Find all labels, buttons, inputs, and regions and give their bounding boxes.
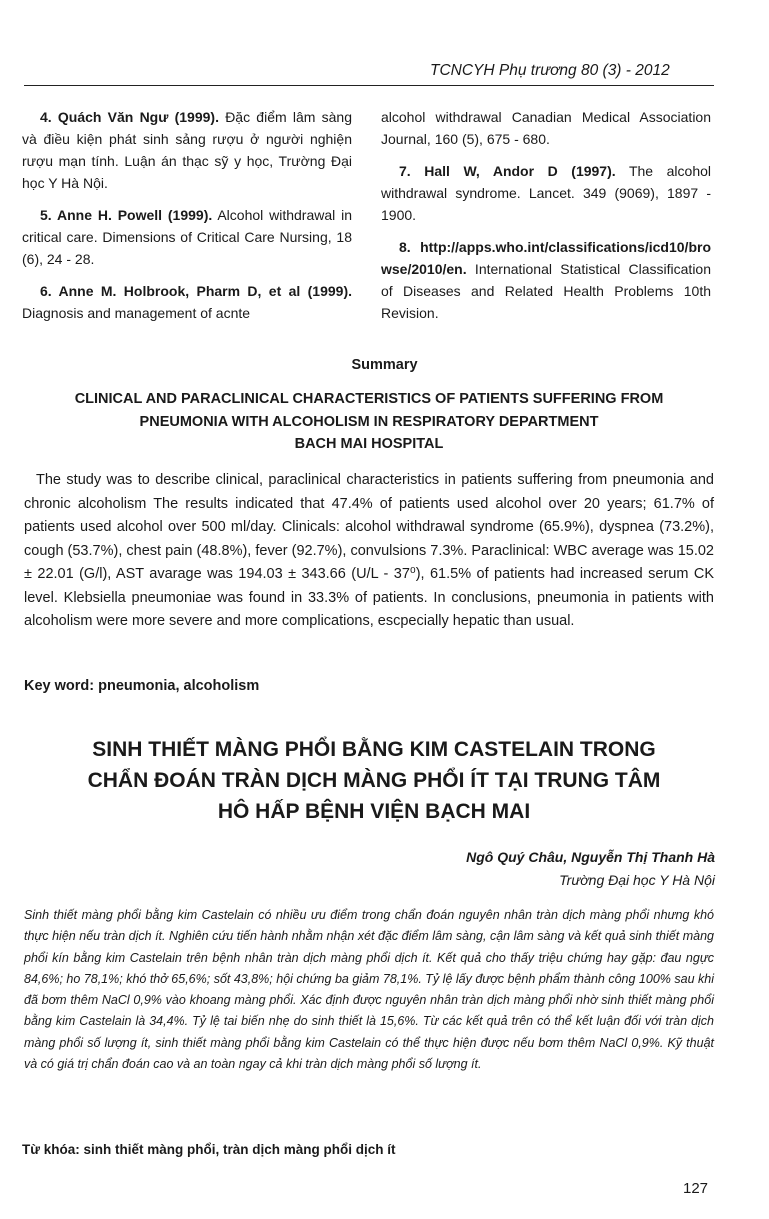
summary-heading: Summary: [351, 357, 418, 373]
reference-text: Alcohol withdrawal in critical care. Dimensions of Critical Care Nursing, 18 (6), 24 - 28.: [22, 207, 352, 267]
reference-7: [381, 160, 711, 226]
english-abstract: The study was to describe clinical, paraclinical characteristics in patients suffering from pneumonia and chronic alcoholism The results indicated that 47.4% of patients used alcohol over 20 years; 61.7% of patients used alcohol over 500 ml/day. Clinicals: alcohol withdrawal syndrome (65.9%), dyspnea (73.2%), cough (53.7%), chest pain (48.8%), fever (92.7%), convulsions 7.3%. Paraclinical: WBC average was 15.02 ± 22.01 (G/l), AST avarage was 194.03 ± 343.66 (U/L - 37⁰), 61.5% of patients had increased serum CK level. Klebsiella pneumoniae was found in 33.3% of patients. In conclusions, pneumonia in patients with alcoholism were more severe and more complications, escpecially hepatic than usual.: [24, 472, 714, 629]
reference-6-continued: [381, 106, 711, 150]
reference-authors: 6. Anne M. Holbrook, Pharm D, et al (1999).: [40, 283, 352, 299]
reference-8: [381, 236, 711, 324]
reference-url: 8. http://apps.who.int/classifications/icd10/browse/2010/en.: [381, 239, 711, 277]
reference-6: [22, 280, 352, 324]
reference-text: International Statistical Classification of Diseases and Related Health Problems 10th Revision.: [381, 261, 711, 321]
english-title-line: CLINICAL AND PARACLINICAL CHARACTERISTICS OF PATIENTS SUFFERING FROM: [74, 391, 664, 407]
english-keywords: Key word: pneumonia, alcoholism: [24, 678, 260, 694]
journal-header: TCNCYH Phụ trương 80 (3) - 2012: [430, 62, 670, 79]
article-keywords: Từ khóa: sinh thiết màng phổi, tràn dịch màng phổi dịch ít: [22, 1142, 396, 1157]
english-title-line: PNEUMONIA WITH ALCOHOLISM IN RESPIRATORY DEPARTMENT: [139, 413, 599, 430]
article-title-line: CHẨN ĐOÁN TRÀN DỊCH MÀNG PHỔI ÍT TẠI TRUNG TÂM: [87, 769, 661, 792]
article-title: [24, 734, 724, 827]
english-title: [24, 388, 714, 456]
article-affiliation: Trường Đại học Y Hà Nội: [559, 872, 715, 888]
reference-text: alcohol withdrawal Canadian Medical Association Journal, 160 (5), 675 - 680.: [381, 109, 711, 147]
reference-4: [22, 106, 352, 194]
reference-5: [22, 204, 352, 270]
article-title-line: SINH THIẾT MÀNG PHỔI BẰNG KIM CASTELAIN TRONG: [92, 738, 656, 761]
reference-text: Diagnosis and management of acnte: [22, 305, 251, 321]
reference-text: Đặc điểm lâm sàng và điều kiện phát sinh sảng rượu ở người nghiện rượu mạn tính. Luận án thạc sỹ y học, Trường Đại học Y Hà Nội.: [22, 109, 353, 191]
references-left-column: [22, 106, 352, 334]
header-divider: [24, 85, 714, 86]
page-number: 127: [683, 1180, 709, 1197]
article-authors: Ngô Quý Châu, Nguyễn Thị Thanh Hà: [466, 849, 715, 865]
article-title-line: HÔ HẤP BỆNH VIỆN BẠCH MAI: [217, 800, 531, 823]
reference-text: The alcohol withdrawal syndrome. Lancet. 349 (9069), 1897 - 1900.: [381, 163, 712, 223]
reference-authors: 4. Quách Văn Ngư (1999).: [40, 109, 219, 125]
article-abstract: Sinh thiết màng phổi bằng kim Castelain có nhiều ưu điểm trong chẩn đoán nguyên nhân tràn dịch màng phổi nhưng khó thực hiện nếu tràn dịch ít. Nghiên cứu tiến hành nhằm nhận xét đặc điểm lâm sàng, cận lâm sàng và kết quả sinh thiết màng phổi kín bằng kim Castelain trên bệnh nhân tràn dịch màng phổi dịch ít. Kết quả cho thấy triệu chứng hay gặp: đau ngực 84,6%; ho 78,1%; khó thở 65,6%; sốt 43,8%; hội chứng ba giảm 78,1%. Tỷ lệ lấy được bệnh phẩm thành công 100% sau khi đã bơm thêm NaCl 0,9% vào khoang màng phổi. Xác định được nguyên nhân tràn dịch màng phổi nhờ sinh thiết màng phổi bằng kim Castelain là 34,4%. Tỷ lệ tai biến nhẹ do sinh thiết là 15,6%. Từ các kết quả trên có thể kết luận đối với tràn dịch màng phổi số lượng ít, sinh thiết màng phổi bằng kim Castelain có thể thực hiện được nếu bơm thêm NaCl 0,9%. Kỹ thuật và có giá trị chẩn đoán cao và an toàn ngay cả khi tràn dịch màng phổi số lượng ít.: [24, 908, 714, 1072]
reference-authors: 5. Anne H. Powell (1999).: [40, 207, 213, 223]
references-right-column: [381, 106, 711, 334]
reference-authors: 7. Hall W, Andor D (1997).: [399, 163, 616, 179]
english-title-line: BACH MAI HOSPITAL: [294, 436, 444, 452]
